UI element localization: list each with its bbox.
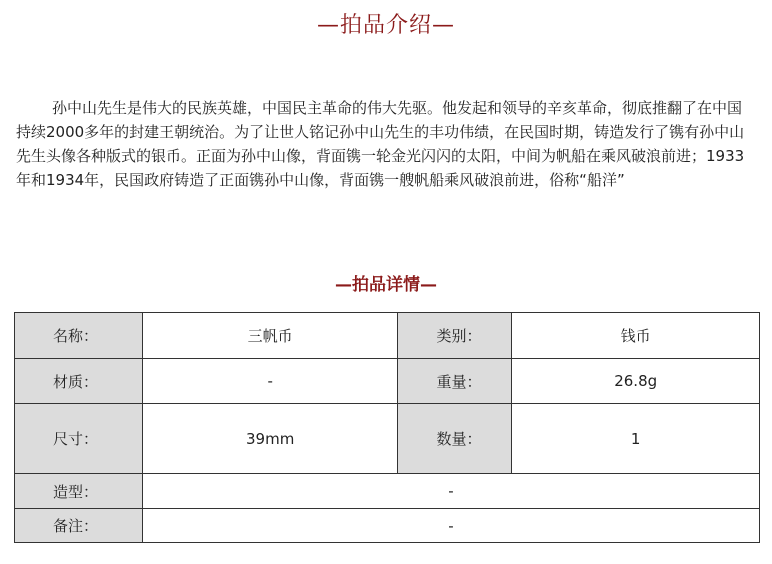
notes-label: 备注：	[15, 509, 143, 543]
size-label: 尺寸：	[15, 404, 143, 474]
table-row	[15, 359, 760, 404]
category-label: 类别：	[398, 313, 512, 359]
name-value: 三帆币	[142, 313, 398, 359]
material-value: -	[142, 359, 398, 404]
section-title-intro: —拍品介绍—	[316, 13, 455, 38]
quantity-value: 1	[512, 404, 760, 474]
section-title-details: —拍品详情—	[335, 275, 437, 295]
size-value: 39mm	[142, 404, 398, 474]
shape-value: -	[142, 474, 759, 509]
category-value: 钱币	[512, 313, 760, 359]
intro-paragraph: 孙中山先生是伟大的民族英雄，中国民主革命的伟大先驱。他发起和领导的辛亥革命，彻底推翻了在中国持续2000多年的封建王朝统治。为了让世人铭记孙中山先生的丰功伟绩，在民国时期，铸造发行了镌有孙中山先生头像各种版式的银币。正面为孙中山像，背面镌一轮金光闪闪的太阳，中间为帆船在乘风破浪前进；1933年和1934年，民国政府铸造了正面镌孙中山像，背面镌一艘帆船乘风破浪前进，俗称“船洋”	[16, 99, 745, 189]
name-label: 名称：	[15, 313, 143, 359]
weight-label: 重量：	[398, 359, 512, 404]
details-table	[14, 312, 760, 543]
table-row	[15, 509, 760, 543]
table-row	[15, 474, 760, 509]
table-row	[15, 313, 760, 359]
material-label: 材质：	[15, 359, 143, 404]
weight-value: 26.8g	[512, 359, 760, 404]
table-row	[15, 404, 760, 474]
quantity-label: 数量：	[398, 404, 512, 474]
notes-value: -	[142, 509, 759, 543]
shape-label: 造型：	[15, 474, 143, 509]
